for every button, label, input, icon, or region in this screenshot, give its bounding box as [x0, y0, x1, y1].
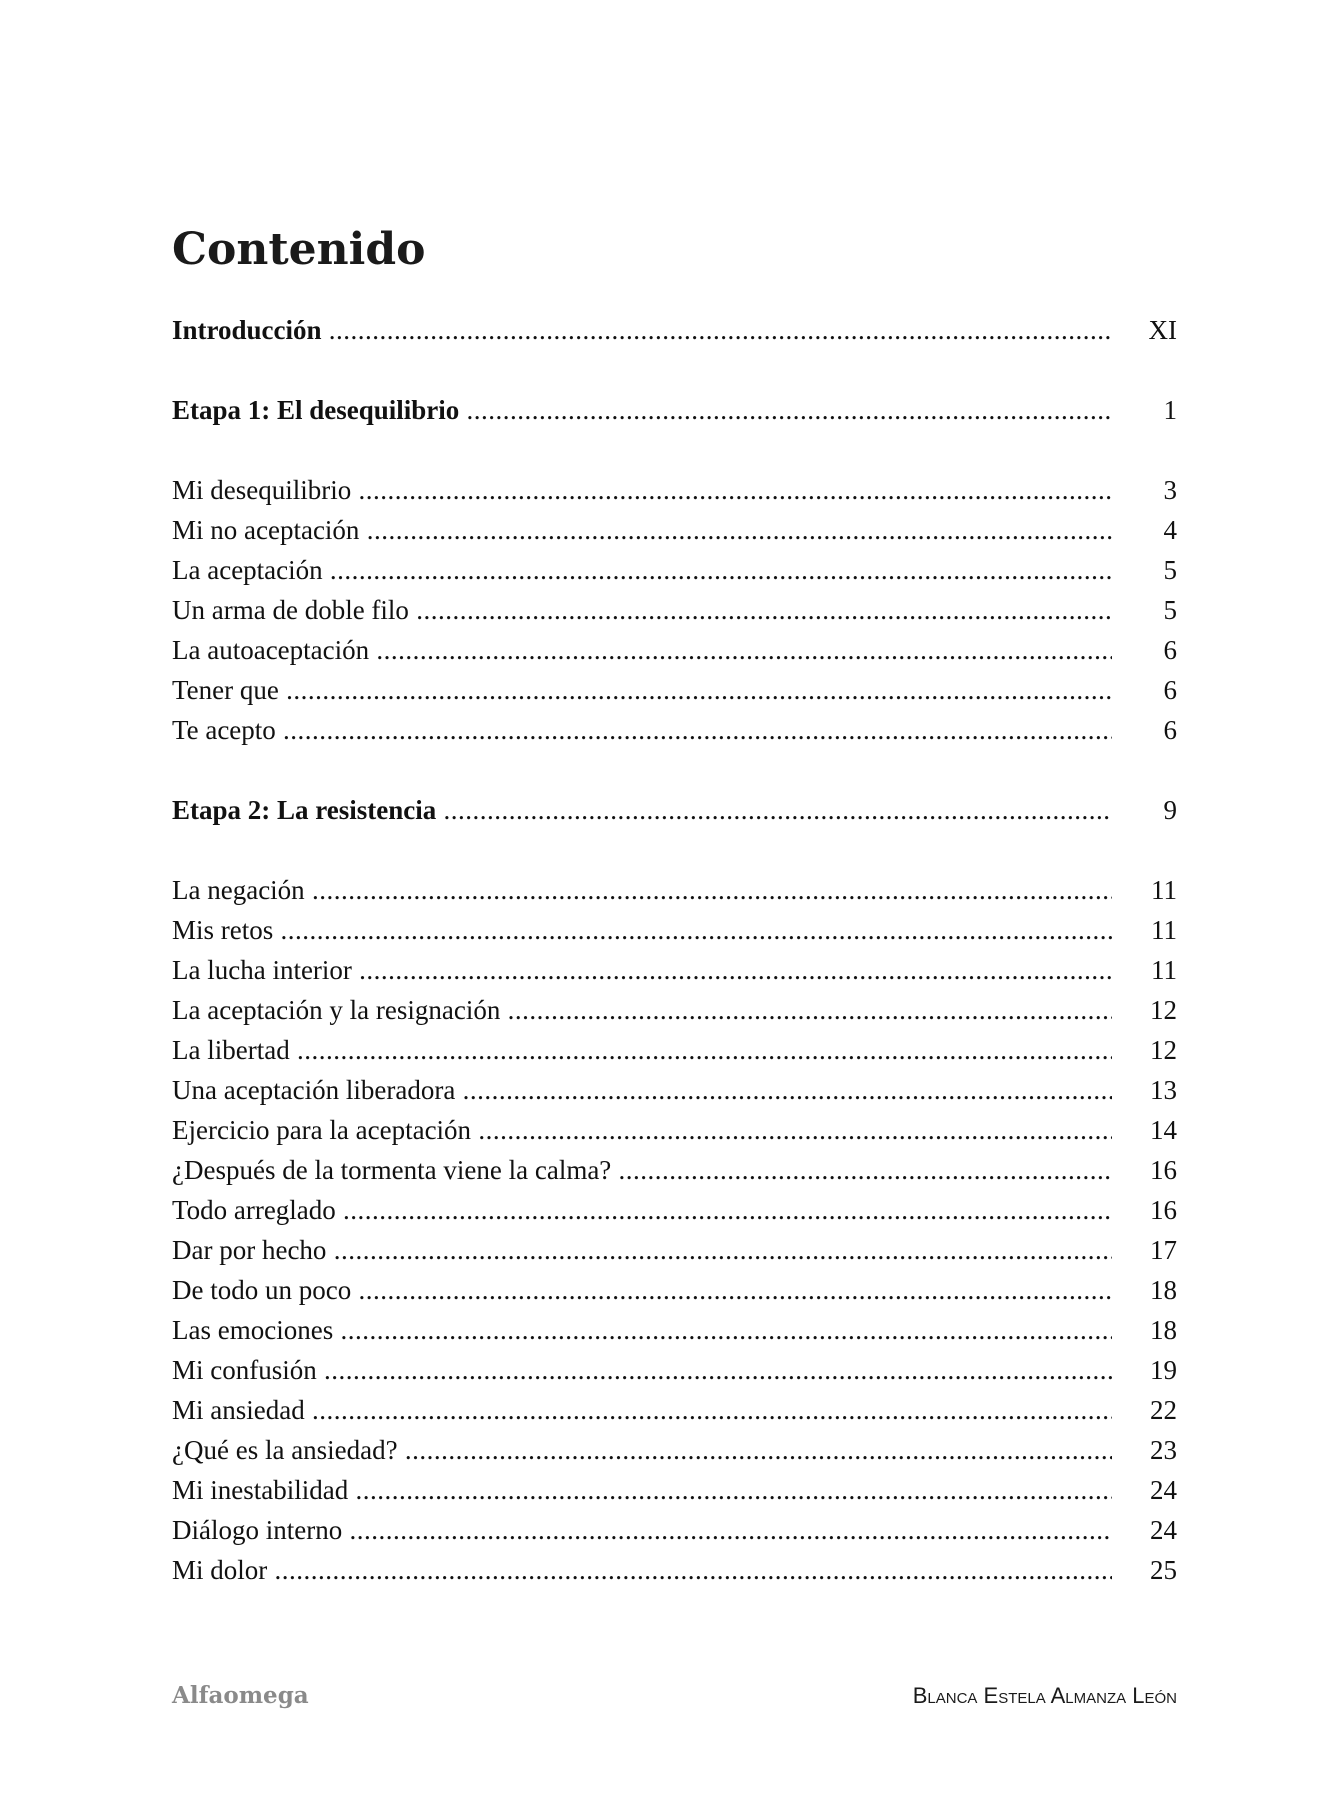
toc-entry[interactable]	[172, 1110, 1177, 1150]
toc-entry-title: ¿Qué es la ansiedad? .....	[172, 1430, 1112, 1470]
toc-entry[interactable]	[172, 630, 1177, 670]
toc-entry-page: 5	[1163, 595, 1177, 625]
toc-entry[interactable]	[172, 590, 1177, 630]
toc-entry[interactable]	[172, 470, 1177, 510]
toc-entry-page: 5	[1163, 555, 1177, 585]
toc-entry-page: 16	[1150, 1155, 1177, 1185]
toc-entry[interactable]	[172, 1070, 1177, 1110]
toc-entry-title: La autoaceptación .....	[172, 630, 1112, 670]
toc-entry-page: 14	[1150, 1115, 1177, 1145]
toc-entry[interactable]	[172, 910, 1177, 950]
toc-entry-etapa-1[interactable]	[172, 390, 1177, 430]
toc-entry-page: 18	[1150, 1315, 1177, 1345]
toc-entry-title: Mi dolor .....	[172, 1550, 1112, 1590]
toc-entry-page: 6	[1163, 715, 1177, 745]
toc-entry-page: XI	[1148, 315, 1177, 345]
toc-entry[interactable]	[172, 1270, 1177, 1310]
toc-entry-page: 11	[1151, 955, 1177, 985]
toc-entry-title: Diálogo interno .....	[172, 1510, 1112, 1550]
page-title: Contenido	[172, 224, 426, 275]
toc-entry-page: 18	[1150, 1275, 1177, 1305]
toc-entry-title: ¿Después de la tormenta viene la calma? .....	[172, 1150, 1112, 1190]
toc-entry-page: 4	[1163, 515, 1177, 545]
toc-entry-title: La lucha interior .....	[172, 950, 1112, 990]
toc-entry[interactable]	[172, 1510, 1177, 1550]
toc-entry[interactable]	[172, 870, 1177, 910]
toc-entry-title: Tener que .....	[172, 670, 1112, 710]
toc-entry[interactable]	[172, 950, 1177, 990]
toc-entry[interactable]	[172, 1430, 1177, 1470]
toc-entry[interactable]	[172, 1550, 1177, 1590]
toc-entry-page: 25	[1150, 1555, 1177, 1585]
toc-entry-page: 17	[1150, 1235, 1177, 1265]
toc-entry-title: La aceptación .....	[172, 550, 1112, 590]
toc-entry[interactable]	[172, 1190, 1177, 1230]
toc-entry[interactable]	[172, 1470, 1177, 1510]
toc-entry-title: De todo un poco .....	[172, 1270, 1112, 1310]
toc-entry-page: 16	[1150, 1195, 1177, 1225]
toc-entry-title: Ejercicio para la aceptación .....	[172, 1110, 1112, 1150]
toc-entry-title: La libertad .....	[172, 1030, 1112, 1070]
table-of-contents	[172, 0, 1177, 1811]
toc-entry-title: Todo arreglado .....	[172, 1190, 1112, 1230]
toc-entry-title: Te acepto .....	[172, 710, 1112, 750]
toc-entry[interactable]	[172, 1350, 1177, 1390]
footer-author: Blanca Estela Almanza León	[912, 1683, 1177, 1708]
toc-entry[interactable]	[172, 510, 1177, 550]
toc-entry-page: 12	[1150, 1035, 1177, 1065]
toc-entry-page: 6	[1163, 675, 1177, 705]
toc-entry-title: Mis retos .....	[172, 910, 1112, 950]
toc-entry-page: 11	[1151, 915, 1177, 945]
toc-entry-title: Introducción .....	[172, 310, 1112, 350]
toc-entry-page: 23	[1150, 1435, 1177, 1465]
toc-entry-title: La aceptación y la resignación .....	[172, 990, 1112, 1030]
toc-entry-page: 24	[1150, 1475, 1177, 1505]
toc-entry-page: 9	[1163, 795, 1177, 825]
toc-entry-title: La negación .....	[172, 870, 1112, 910]
toc-entry-page: 19	[1150, 1355, 1177, 1385]
footer-publisher: Alfaomega	[172, 1682, 309, 1709]
toc-entry[interactable]	[172, 1230, 1177, 1270]
toc-entry[interactable]	[172, 1390, 1177, 1430]
toc-entry[interactable]	[172, 990, 1177, 1030]
toc-entry[interactable]	[172, 550, 1177, 590]
toc-entry-page: 24	[1150, 1515, 1177, 1545]
toc-entry-title: Etapa 2: La resistencia .....	[172, 790, 1112, 830]
toc-entry[interactable]	[172, 670, 1177, 710]
toc-entry-title: Dar por hecho .....	[172, 1230, 1112, 1270]
toc-entry-title: Un arma de doble filo .....	[172, 590, 1112, 630]
toc-entry-title: Una aceptación liberadora .....	[172, 1070, 1112, 1110]
toc-entry-page: 11	[1151, 875, 1177, 905]
toc-entry-page: 1	[1163, 395, 1177, 425]
toc-entry-introduccion[interactable]	[172, 310, 1177, 350]
toc-entry-title: Mi no aceptación .....	[172, 510, 1112, 550]
toc-entry-etapa-2[interactable]	[172, 790, 1177, 830]
toc-entry-title: Etapa 1: El desequilibrio .....	[172, 390, 1112, 430]
toc-entry-title: Mi ansiedad .....	[172, 1390, 1112, 1430]
toc-entry-page: 22	[1150, 1395, 1177, 1425]
toc-entry-page: 13	[1150, 1075, 1177, 1105]
toc-entry[interactable]	[172, 1150, 1177, 1190]
toc-entry-page: 12	[1150, 995, 1177, 1025]
toc-entry-title: Mi desequilibrio .....	[172, 470, 1112, 510]
toc-entry-title: Mi confusión .....	[172, 1350, 1112, 1390]
toc-entry-title: Las emociones .....	[172, 1310, 1112, 1350]
toc-entry[interactable]	[172, 710, 1177, 750]
toc-entry[interactable]	[172, 1030, 1177, 1070]
toc-entry-title: Mi inestabilidad .....	[172, 1470, 1112, 1510]
toc-entry-page: 6	[1163, 635, 1177, 665]
toc-entry[interactable]	[172, 1310, 1177, 1350]
toc-entry-page: 3	[1163, 475, 1177, 505]
